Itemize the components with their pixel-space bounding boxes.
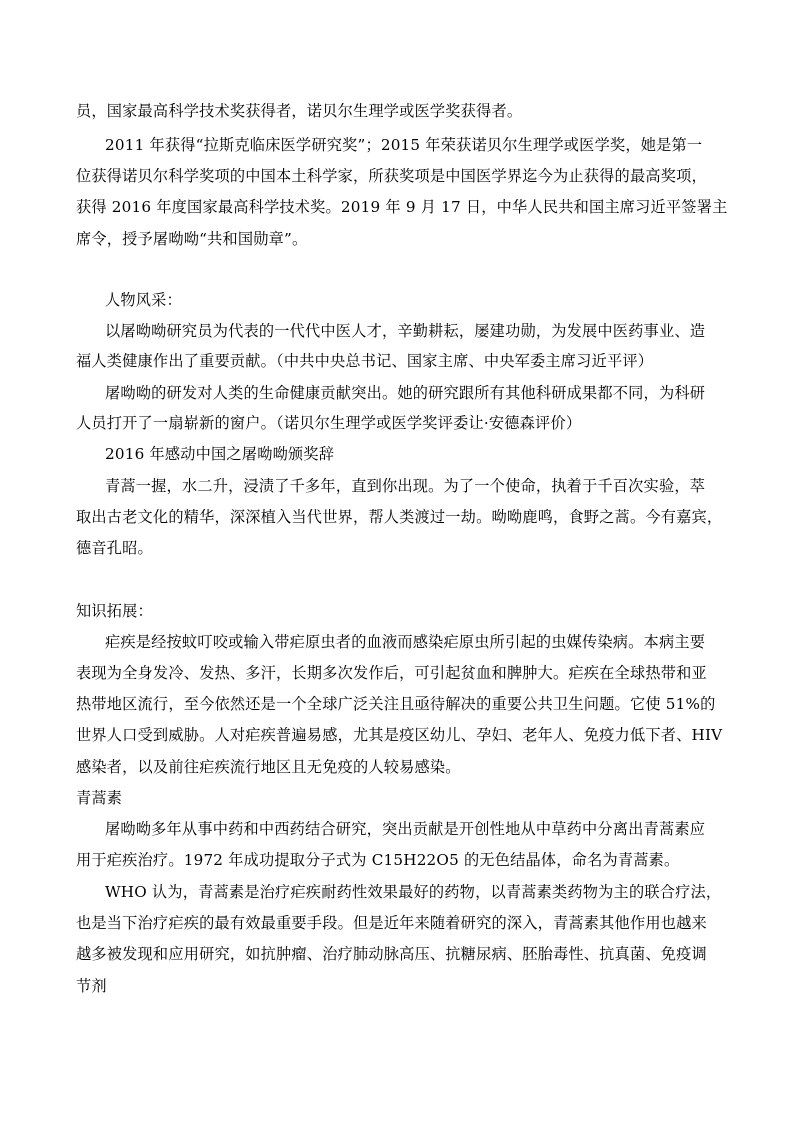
- text-line: 人员打开了一扇崭新的窗户。（诺贝尔生理学或医学奖评委让·安德森评价）: [76, 414, 582, 432]
- text-line: 福人类健康作出了重要贡献。（中共中央总书记、国家主席、中央军委主席习近平评）: [76, 352, 654, 370]
- section-heading: 人物风采：: [105, 291, 182, 309]
- text-line: 屠呦呦多年从事中药和中西药结合研究，突出贡献是开创性地从中草药中分离出青蒿素应: [105, 820, 706, 838]
- text-line: 越多被发现和应用研究，如抗肿瘤、治疗肺动脉高压、抗糖尿病、胚胎毒性、抗真菌、免疫调: [76, 945, 707, 963]
- text-line: 员，国家最高科学技术奖获得者，诺贝尔生理学或医学奖获得者。: [76, 102, 523, 120]
- text-line: 表现为全身发冷、发热、多汗，长期多次发作后，可引起贫血和脾肿大。疟疾在全球热带和亚: [76, 664, 707, 682]
- text-line: 用于疟疾治疗。1972 年成功提取分子式为 C15H22O5 的无色结晶体，命名为青蒿素。: [76, 851, 680, 869]
- text-line: 疟疾是经按蚊叮咬或输入带疟原虫者的血液而感染疟原虫所引起的虫媒传染病。本病主要: [105, 633, 706, 651]
- text-line: 位获得诺贝尔科学奖项的中国本土科学家，所获奖项是中国医学界迄今为止获得的最高奖项，: [76, 167, 707, 185]
- section-heading: 知识拓展：: [76, 602, 153, 620]
- text-line: 以屠呦呦研究员为代表的一代代中医人才，辛勤耕耘，屡建功勋，为发展中医药事业、造: [105, 322, 706, 340]
- text-line: 感染者，以及前往疟疾流行地区且无免疫的人较易感染。: [76, 758, 461, 776]
- text-line: 席令，授予屠呦呦“共和国勋章”。: [76, 230, 308, 248]
- text-line: 也是当下治疗疟疾的最有效最重要手段。但是近年来随着研究的深入，青蒿素其他作用也越来: [76, 914, 707, 932]
- text-line: 获得 2016 年度国家最高科学技术奖。2019 年 9 月 17 日，中华人民共和国主席习近平签署主: [76, 198, 728, 216]
- text-line: 取出古老文化的精华，深深植入当代世界，帮人类渡过一劫。呦呦鹿鸣，食野之蒿。今有嘉宾，: [76, 508, 723, 526]
- text-line: WHO 认为，青蒿素是治疗疟疾耐药性效果最好的药物，以青蒿素类药物为主的联合疗法，: [105, 883, 722, 901]
- text-line: 热带地区流行，至今依然还是一个全球广泛关注且亟待解决的重要公共卫生问题。它使 51%的: [76, 695, 716, 713]
- section-heading: 青蒿素: [76, 789, 123, 807]
- section-heading: 2016 年感动中国之屠呦呦颁奖辞: [105, 445, 335, 463]
- text-line: 青蒿一握，水二升，浸渍了千多年，直到你出现。为了一个使命，执着于千百次实验，萃: [105, 477, 706, 495]
- text-line: 德音孔昭。: [76, 539, 153, 557]
- text-line: 2011 年获得“拉斯克临床医学研究奖”；2015 年荣获诺贝尔生理学或医学奖，她是第一: [105, 136, 703, 154]
- text-line: 屠呦呦的研发对人类的生命健康贡献突出。她的研究跟所有其他科研成果都不同，为科研: [105, 384, 706, 402]
- text-line: 世界人口受到威胁。人对疟疾普遍易感，尤其是疫区幼儿、孕妇、老年人、免疫力低下者、HIV: [76, 726, 723, 744]
- text-line: 节剂: [76, 977, 107, 995]
